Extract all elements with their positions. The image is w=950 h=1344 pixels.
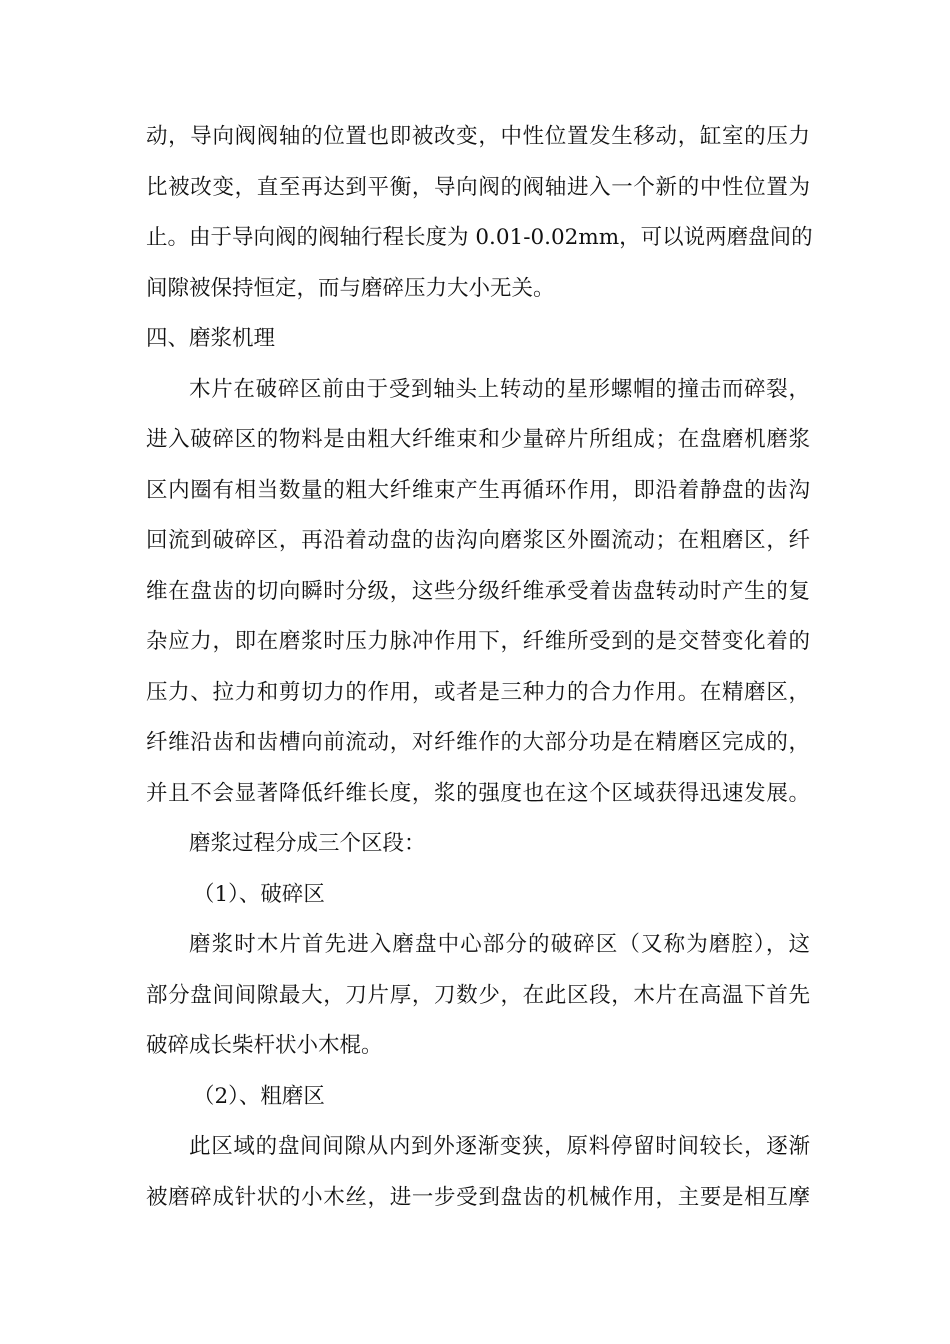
text-line: 回流到破碎区，再沿着动盘的齿沟向磨浆区外圈流动；在粗磨区，纤: [146, 528, 810, 553]
paragraph-crushing-zone: [146, 920, 810, 1072]
document-page: [146, 112, 813, 1223]
text-line: 区内圈有相当数量的粗大纤维束产生再循环作用，即沿着静盘的齿沟: [146, 477, 810, 503]
text-line: 间隙被保持恒定，而与磨碎压力大小无关。: [146, 275, 555, 301]
text-line: 杂应力，即在磨浆时压力脉冲作用下，纤维所受到的是交替变化着的: [146, 629, 810, 654]
text-line: 被磨碎成针状的小木丝，进一步受到盘齿的机械作用，主要是相互摩: [146, 1184, 810, 1210]
text-line: 压力、拉力和剪切力的作用，或者是三种力的合力作用。在精磨区，: [146, 679, 810, 705]
text-line: 此区域的盘间间隙从内到外逐渐变狭，原料停留时间较长，逐渐: [189, 1134, 810, 1159]
text-line: 动，导向阀阀轴的位置也即被改变，中性位置发生移动，缸室的压力: [146, 124, 810, 149]
paragraph-continuation: [146, 112, 813, 314]
text-line: 磨浆过程分成三个区段：: [189, 831, 426, 856]
text-line: 进入破碎区的物料是由粗大纤维束和少量碎片所组成；在盘磨机磨浆: [146, 427, 810, 452]
text-line: 木片在破碎区前由于受到轴头上转动的星形螺帽的撞击而碎裂，: [189, 376, 810, 402]
paragraph-mechanism: [146, 365, 810, 820]
text-line: 比被改变，直至再达到平衡，导向阀的阀轴进入一个新的中性位置为: [146, 174, 810, 200]
text-line: 维在盘齿的切向瞬时分级，这些分级纤维承受着齿盘转动时产生的复: [146, 578, 810, 604]
subsection-heading: （1）、破碎区: [193, 881, 325, 907]
text-line: 纤维沿齿和齿槽向前流动，对纤维作的大部分功是在精磨区完成的，: [146, 730, 810, 755]
text-line: 部分盘间间隙最大，刀片厚，刀数少，在此区段，木片在高温下首先: [146, 982, 810, 1008]
text-line: 并且不会显著降低纤维长度，浆的强度也在这个区域获得迅速发展。: [146, 780, 810, 806]
subsection-heading: （2）、粗磨区: [193, 1083, 325, 1109]
section-heading: 四、磨浆机理: [146, 326, 276, 351]
paragraph-coarse-zone: [146, 1122, 810, 1223]
text-line: 磨浆时木片首先进入磨盘中心部分的破碎区（又称为磨腔），这: [189, 932, 810, 957]
text-line: 止。由于导向阀的阀轴行程长度为 0.01-0.02mm，可以说两磨盘间的: [146, 225, 813, 250]
text-line: 破碎成长柴杆状小木棍。: [146, 1033, 383, 1058]
